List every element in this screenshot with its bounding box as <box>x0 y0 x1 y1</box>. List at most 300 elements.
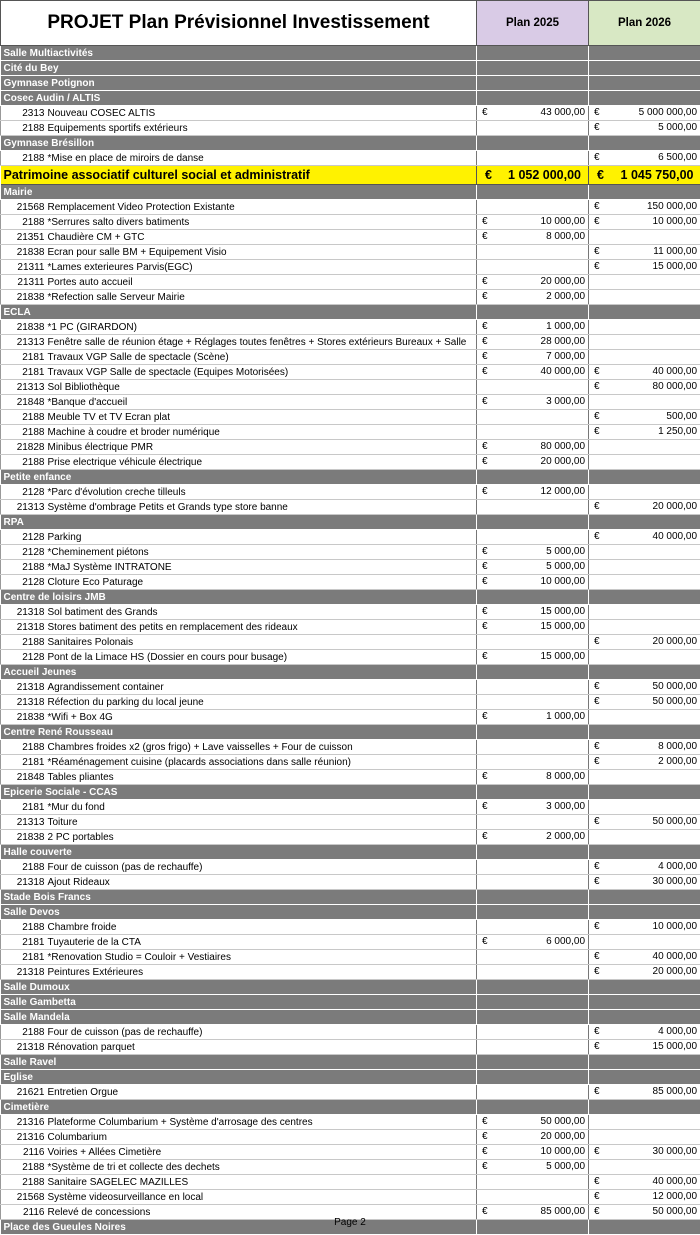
table-row <box>1 485 700 500</box>
amount-value: 1 000,00 <box>546 711 585 722</box>
amount-value: 40 000,00 <box>653 1176 698 1187</box>
amount-value: 5 000,00 <box>546 1161 585 1172</box>
amount-value: 15 000,00 <box>653 1041 698 1052</box>
section-row <box>1 665 700 680</box>
euro-sign: € <box>594 951 600 962</box>
euro-sign: € <box>594 1176 600 1187</box>
section-filler-2026 <box>589 905 700 920</box>
section-row <box>1 785 700 800</box>
section-label: Petite enfance <box>1 470 477 485</box>
section-row <box>1 470 700 485</box>
item-label: Sanitaire SAGELEC MAZILLES <box>47 1175 477 1190</box>
amount-v2025 <box>477 425 589 440</box>
plan-2026-header: Plan 2026 <box>589 1 700 46</box>
account-code: 21318 <box>1 695 47 710</box>
account-code: 21313 <box>1 335 47 350</box>
item-label: Four de cuisson (pas de rechauffe) <box>47 860 477 875</box>
item-label: *Refection salle Serveur Mairie <box>47 290 477 305</box>
amount-v2025 <box>477 875 589 890</box>
amount-v2026 <box>589 1040 700 1055</box>
table-row <box>1 1040 700 1055</box>
amount-v2025 <box>477 275 589 290</box>
item-label: *Renovation Studio = Couloir + Vestiaires <box>47 950 477 965</box>
euro-sign: € <box>482 396 488 407</box>
item-label: *Wifi + Box 4G <box>47 710 477 725</box>
amount-v2025 <box>477 545 589 560</box>
section-filler-2026 <box>589 61 700 76</box>
item-label: Portes auto accueil <box>47 275 477 290</box>
plan-2025-header: Plan 2025 <box>477 1 589 46</box>
amount-value: 50 000,00 <box>653 1206 698 1217</box>
amount-v2025 <box>477 1115 589 1130</box>
account-code: 21313 <box>1 815 47 830</box>
section-filler-2025 <box>477 905 589 920</box>
amount-v2025 <box>477 440 589 455</box>
account-code: 2128 <box>1 485 47 500</box>
account-code: 21351 <box>1 230 47 245</box>
euro-sign: € <box>594 1206 600 1217</box>
section-label: RPA <box>1 515 477 530</box>
amount-v2025 <box>477 260 589 275</box>
section-label: Salle Dumoux <box>1 980 477 995</box>
amount-value: 20 000,00 <box>541 456 586 467</box>
section-row <box>1 905 700 920</box>
amount-v2026 <box>589 530 700 545</box>
amount-value: 8 000,00 <box>546 231 585 242</box>
account-code: 2181 <box>1 365 47 380</box>
amount-value: 4 000,00 <box>658 1026 697 1037</box>
item-label: Rénovation parquet <box>47 1040 477 1055</box>
amount-value: 3 000,00 <box>546 396 585 407</box>
amount-value: 5 000 000,00 <box>639 107 697 118</box>
account-code: 2188 <box>1 1025 47 1040</box>
item-label: Meuble TV et TV Ecran plat <box>47 410 477 425</box>
euro-sign: € <box>594 411 600 422</box>
amount-v2025 <box>477 350 589 365</box>
section-row <box>1 980 700 995</box>
euro-sign: € <box>482 771 488 782</box>
section-filler-2026 <box>589 76 700 91</box>
amount-value: 11 000,00 <box>653 246 697 257</box>
euro-sign: € <box>594 201 600 212</box>
table-row <box>1 320 700 335</box>
euro-sign: € <box>594 531 600 542</box>
amount-v2025 <box>477 950 589 965</box>
section-filler-2025 <box>477 91 589 106</box>
section-filler-2025 <box>477 845 589 860</box>
section-row <box>1 1055 700 1070</box>
euro-sign: € <box>594 636 600 647</box>
amount-value: 12 000,00 <box>541 486 586 497</box>
section-filler-2026 <box>589 995 700 1010</box>
section-filler-2026 <box>589 785 700 800</box>
amount-v2026 <box>589 245 700 260</box>
item-label: Tuyauterie de la CTA <box>47 935 477 950</box>
table-row <box>1 620 700 635</box>
amount-v2026 <box>589 620 700 635</box>
amount-value: 40 000,00 <box>541 366 586 377</box>
amount-v2026 <box>589 815 700 830</box>
table-row <box>1 410 700 425</box>
amount-v2026 <box>589 215 700 230</box>
amount-v2026 <box>589 1025 700 1040</box>
section-row <box>1 61 700 76</box>
amount-v2026 <box>589 1190 700 1205</box>
amount-v2026 <box>589 121 700 136</box>
account-code: 21838 <box>1 710 47 725</box>
euro-sign: € <box>482 276 488 287</box>
section-label: ECLA <box>1 305 477 320</box>
item-label: *Système de tri et collecte des dechets <box>47 1160 477 1175</box>
section-label: Cosec Audin / ALTIS <box>1 91 477 106</box>
section-filler-2026 <box>589 515 700 530</box>
amount-v2025 <box>477 1040 589 1055</box>
euro-sign: € <box>594 681 600 692</box>
euro-sign: € <box>594 501 600 512</box>
section-filler-2025 <box>477 1055 589 1070</box>
amount-v2026 <box>589 1175 700 1190</box>
amount-value: 80 000,00 <box>653 381 698 392</box>
euro-sign: € <box>482 351 488 362</box>
euro-sign: € <box>482 621 488 632</box>
account-code: 2188 <box>1 560 47 575</box>
euro-sign: € <box>482 711 488 722</box>
amount-v2026 <box>589 425 700 440</box>
amount-value: 6 000,00 <box>546 936 585 947</box>
amount-v2025 <box>477 650 589 665</box>
amount-v2026 <box>589 605 700 620</box>
page-footer: Page 2 <box>0 1217 700 1228</box>
item-label: 2 PC portables <box>47 830 477 845</box>
section-filler-2025 <box>477 46 589 61</box>
amount-v2025 <box>477 485 589 500</box>
amount-v2026 <box>589 935 700 950</box>
table-row <box>1 695 700 710</box>
table-row <box>1 335 700 350</box>
item-label: Equipements sportifs extérieurs <box>47 121 477 136</box>
amount-v2025 <box>477 860 589 875</box>
amount-value: 150 000,00 <box>647 201 697 212</box>
account-code: 2181 <box>1 800 47 815</box>
section-label: Gymnase Brésillon <box>1 136 477 151</box>
section-filler-2026 <box>589 1100 700 1115</box>
amount-v2026 <box>589 860 700 875</box>
amount-v2026 <box>589 560 700 575</box>
table-row <box>1 545 700 560</box>
header-row <box>1 1 700 46</box>
total-v2026 <box>589 166 700 185</box>
section-filler-2026 <box>589 46 700 61</box>
amount-v2025 <box>477 560 589 575</box>
euro-sign: € <box>482 441 488 452</box>
euro-sign: € <box>482 336 488 347</box>
amount-v2025 <box>477 410 589 425</box>
amount-value: 20 000,00 <box>541 276 586 287</box>
item-label: Relevé de concessions <box>47 1205 477 1220</box>
table-row <box>1 935 700 950</box>
account-code: 21313 <box>1 380 47 395</box>
section-filler-2026 <box>589 136 700 151</box>
amount-v2025 <box>477 290 589 305</box>
section-filler-2026 <box>589 1055 700 1070</box>
item-label: Four de cuisson (pas de rechauffe) <box>47 1025 477 1040</box>
section-row <box>1 136 700 151</box>
account-code: 2188 <box>1 425 47 440</box>
amount-value: 500,00 <box>666 411 697 422</box>
euro-sign: € <box>482 801 488 812</box>
amount-v2025 <box>477 380 589 395</box>
amount-v2026 <box>589 1145 700 1160</box>
amount-v2025 <box>477 1145 589 1160</box>
table-row <box>1 290 700 305</box>
account-code: 2188 <box>1 860 47 875</box>
amount-v2026 <box>589 800 700 815</box>
amount-value: 2 000,00 <box>658 756 697 767</box>
euro-sign: € <box>594 1041 600 1052</box>
amount-v2026 <box>589 455 700 470</box>
amount-v2025 <box>477 605 589 620</box>
section-filler-2026 <box>589 1010 700 1025</box>
account-code: 21828 <box>1 440 47 455</box>
amount-value: 1 250,00 <box>658 426 697 437</box>
table-row <box>1 245 700 260</box>
table-row <box>1 380 700 395</box>
euro-sign: € <box>594 366 600 377</box>
amount-v2025 <box>477 770 589 785</box>
section-label: Salle Mandela <box>1 1010 477 1025</box>
section-row <box>1 185 700 200</box>
section-label: Centre de loisirs JMB <box>1 590 477 605</box>
section-filler-2026 <box>589 845 700 860</box>
amount-v2025 <box>477 695 589 710</box>
euro-sign: € <box>594 216 600 227</box>
amount-v2025 <box>477 815 589 830</box>
table-row <box>1 151 700 166</box>
section-filler-2025 <box>477 995 589 1010</box>
section-filler-2026 <box>589 665 700 680</box>
account-code: 21568 <box>1 1190 47 1205</box>
table-row <box>1 1190 700 1205</box>
euro-sign: € <box>485 168 492 182</box>
account-code: 2188 <box>1 215 47 230</box>
amount-v2025 <box>477 620 589 635</box>
amount-v2025 <box>477 935 589 950</box>
amount-v2026 <box>589 230 700 245</box>
account-code: 2313 <box>1 106 47 121</box>
table-row <box>1 1130 700 1145</box>
amount-value: 15 000,00 <box>653 261 698 272</box>
amount-value: 50 000,00 <box>653 696 698 707</box>
section-filler-2026 <box>589 725 700 740</box>
section-filler-2025 <box>477 515 589 530</box>
euro-sign: € <box>482 606 488 617</box>
amount-value: 40 000,00 <box>653 951 698 962</box>
table-row <box>1 215 700 230</box>
item-label: Chambre froide <box>47 920 477 935</box>
section-row <box>1 515 700 530</box>
amount-value: 50 000,00 <box>653 816 698 827</box>
amount-v2025 <box>477 1175 589 1190</box>
table-row <box>1 860 700 875</box>
section-filler-2026 <box>589 305 700 320</box>
amount-v2025 <box>477 1190 589 1205</box>
amount-value: 30 000,00 <box>653 1146 698 1157</box>
euro-sign: € <box>594 861 600 872</box>
amount-value: 43 000,00 <box>541 107 586 118</box>
section-label: Salle Devos <box>1 905 477 920</box>
item-label: Réfection du parking du local jeune <box>47 695 477 710</box>
item-label: Machine à coudre et broder numérique <box>47 425 477 440</box>
account-code: 2181 <box>1 935 47 950</box>
table-row <box>1 106 700 121</box>
euro-sign: € <box>597 168 604 182</box>
table-row <box>1 500 700 515</box>
section-label: Stade Bois Francs <box>1 890 477 905</box>
euro-sign: € <box>482 486 488 497</box>
item-label: Sol batiment des Grands <box>47 605 477 620</box>
item-label: Sol Bibliothèque <box>47 380 477 395</box>
amount-v2026 <box>589 710 700 725</box>
euro-sign: € <box>482 1206 488 1217</box>
section-row <box>1 91 700 106</box>
amount-v2026 <box>589 740 700 755</box>
account-code: 2128 <box>1 530 47 545</box>
euro-sign: € <box>594 921 600 932</box>
table-row <box>1 830 700 845</box>
item-label: Ecran pour salle BM + Equipement Visio <box>47 245 477 260</box>
item-label: Ajout Rideaux <box>47 875 477 890</box>
account-code: 21848 <box>1 770 47 785</box>
amount-v2026 <box>589 680 700 695</box>
account-code: 2128 <box>1 650 47 665</box>
amount-v2025 <box>477 215 589 230</box>
item-label: Agrandissement container <box>47 680 477 695</box>
euro-sign: € <box>482 216 488 227</box>
amount-v2025 <box>477 710 589 725</box>
item-label: Chambres froides x2 (gros frigo) + Lave vaisselles + Four de cuisson <box>47 740 477 755</box>
amount-v2026 <box>589 275 700 290</box>
euro-sign: € <box>482 1161 488 1172</box>
table-row <box>1 605 700 620</box>
table-row <box>1 260 700 275</box>
table-row <box>1 770 700 785</box>
amount-value: 3 000,00 <box>546 801 585 812</box>
euro-sign: € <box>594 1191 600 1202</box>
amount-value: 15 000,00 <box>541 621 586 632</box>
section-label: Mairie <box>1 185 477 200</box>
item-label: *Mur du fond <box>47 800 477 815</box>
section-filler-2025 <box>477 470 589 485</box>
item-label: Fenêtre salle de réunion étage + Réglages toutes fenêtres + Stores extérieurs Bureaux + Salle <box>47 335 477 350</box>
amount-value: 4 000,00 <box>658 861 697 872</box>
table-row <box>1 680 700 695</box>
euro-sign: € <box>482 651 488 662</box>
account-code: 2181 <box>1 755 47 770</box>
table-row <box>1 1160 700 1175</box>
account-code: 21318 <box>1 965 47 980</box>
table-row <box>1 440 700 455</box>
euro-sign: € <box>594 696 600 707</box>
euro-sign: € <box>482 321 488 332</box>
euro-sign: € <box>594 152 600 163</box>
section-filler-2025 <box>477 1010 589 1025</box>
amount-v2025 <box>477 1130 589 1145</box>
amount-v2025 <box>477 575 589 590</box>
account-code: 2181 <box>1 350 47 365</box>
amount-v2026 <box>589 770 700 785</box>
amount-v2026 <box>589 365 700 380</box>
table-row <box>1 650 700 665</box>
table-row <box>1 875 700 890</box>
amount-v2026 <box>589 151 700 166</box>
item-label: Minibus électrique PMR <box>47 440 477 455</box>
table-row <box>1 350 700 365</box>
account-code: 2128 <box>1 545 47 560</box>
account-code: 2181 <box>1 950 47 965</box>
table-row <box>1 230 700 245</box>
amount-value: 20 000,00 <box>541 1131 586 1142</box>
total-value: 1 052 000,00 <box>508 168 581 182</box>
account-code: 21318 <box>1 680 47 695</box>
item-label: Peintures Extérieures <box>47 965 477 980</box>
account-code: 21318 <box>1 620 47 635</box>
account-code: 21318 <box>1 875 47 890</box>
euro-sign: € <box>594 261 600 272</box>
section-label: Gymnase Potignon <box>1 76 477 91</box>
item-label: *Banque d'accueil <box>47 395 477 410</box>
account-code: 2116 <box>1 1145 47 1160</box>
euro-sign: € <box>482 546 488 557</box>
section-row <box>1 845 700 860</box>
table-row <box>1 121 700 136</box>
total-value: 1 045 750,00 <box>621 168 694 182</box>
amount-value: 40 000,00 <box>653 366 698 377</box>
section-filler-2026 <box>589 980 700 995</box>
amount-v2026 <box>589 830 700 845</box>
amount-v2026 <box>589 545 700 560</box>
account-code: 2188 <box>1 151 47 166</box>
item-label: Cloture Eco Paturage <box>47 575 477 590</box>
total-label: Patrimoine associatif culturel social et administratif <box>1 166 477 185</box>
account-code: 2188 <box>1 740 47 755</box>
account-code: 21621 <box>1 1085 47 1100</box>
amount-value: 6 500,00 <box>658 152 697 163</box>
amount-v2026 <box>589 635 700 650</box>
section-row <box>1 725 700 740</box>
amount-v2026 <box>589 500 700 515</box>
amount-value: 5 000,00 <box>546 561 585 572</box>
section-row <box>1 995 700 1010</box>
item-label: Prise electrique véhicule électrique <box>47 455 477 470</box>
section-row <box>1 590 700 605</box>
amount-v2025 <box>477 121 589 136</box>
amount-v2026 <box>589 875 700 890</box>
account-code: 2188 <box>1 1175 47 1190</box>
table-row <box>1 635 700 650</box>
euro-sign: € <box>482 936 488 947</box>
amount-value: 50 000,00 <box>653 681 698 692</box>
table-row <box>1 1085 700 1100</box>
account-code: 2188 <box>1 410 47 425</box>
amount-v2026 <box>589 695 700 710</box>
account-code: 21316 <box>1 1130 47 1145</box>
section-label: Salle Multiactivités <box>1 46 477 61</box>
table-row <box>1 1175 700 1190</box>
amount-value: 10 000,00 <box>541 1146 586 1157</box>
table-row <box>1 530 700 545</box>
amount-v2025 <box>477 230 589 245</box>
account-code: 2188 <box>1 920 47 935</box>
